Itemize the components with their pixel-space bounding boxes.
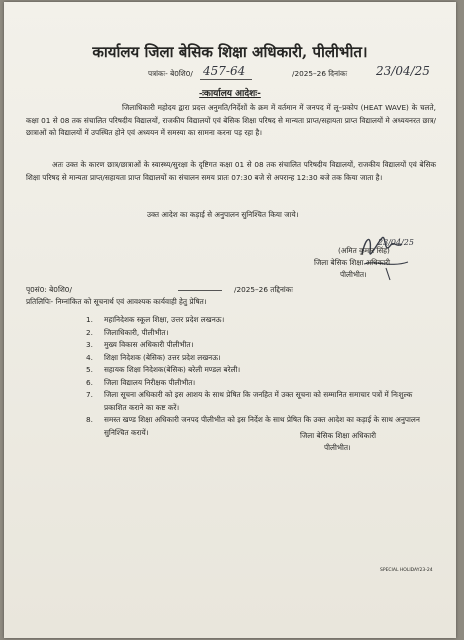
order-paragraph-1: जिलाधिकारी महोदय द्वारा प्रदत्त अनुमति/निर्देशों के क्रम में वर्तमान में जनपद में लू–प्रकोप (HEAT WAVE) के चलते, कक्षा 01 से 08 तक संचालित परिषदीय विद्यालयों, राजकीय विद्यालयों एवं बेसिक शिक्षा परिषद से मान्यता प्राप्त/सहायता प्राप्त विद्यालयों मे अध्ययनरत छात्र/छात्राओं को विद्यालयों में उपस्थित होने एवं अध्ययन में समस्या का सामना करना पड़ रहा है। — [26, 103, 436, 137]
list-item: 1. महानिदेशक स्कूल शिक्षा, उत्तर प्रदेश लखनऊ। — [86, 315, 225, 324]
list-item: 6. जिला विद्यालय निरीक्षक पीलीभीत। — [86, 377, 196, 387]
office-title: कार्यालय जिला बेसिक शिक्षा अधिकारी, पीलीभीत। — [92, 43, 368, 61]
letter-number-underline — [200, 79, 252, 80]
signatory-designation: जिला बेसिक शिक्षा अधिकारी — [314, 258, 390, 267]
signatory-place-2: पीलीभीत। — [324, 443, 351, 452]
list-item: 2. जिलाधिकारी, पीलीभीत। — [86, 327, 169, 337]
order-paragraph-3: उक्त आदेश का कड़ाई से अनुपालन सुनिश्चित किया जाये। — [147, 210, 299, 219]
order-heading: -ःकार्यालय आदेशः- — [199, 89, 261, 99]
date-handwritten: 23/04/25 — [376, 64, 430, 78]
list-item: 8. समस्त खण्ड शिक्षा अधिकारी जनपद पीलीभीत को इस निर्देश के साथ प्रेषित कि उक्त आदेश का कड़ाई के साथ अनुपालन सुनिश्चित करायें। — [86, 415, 420, 437]
copy-session-date-label: /2025–26 तद्दिनांकः — [234, 285, 293, 294]
signatory-name: (अमित कुमार सिंह) — [338, 246, 390, 255]
distribution-list — [86, 314, 436, 439]
footer-code: SPECIAL HOLIDAY23-24 — [380, 568, 433, 573]
letter-number-label: पत्रांकः- बे0शि0/ — [148, 69, 193, 78]
list-item: 7. जिला सूचना अधिकारी को इस आशय के साथ प्रेषित कि जनहित में उक्त सूचना को सम्मानित समाचार पत्रों में निःशुल्क प्रकाशित कराने का कष्ट करें। — [86, 390, 413, 412]
copy-intro: प्रतिलिपिः- निम्नांकित को सूचनार्थ एवं आवश्यक कार्यवाही हेतु प्रेषित। — [26, 297, 207, 306]
letter-number-handwritten: 457-64 — [203, 64, 246, 78]
signatory-designation-2: जिला बेसिक शिक्षा अधिकारी — [300, 431, 376, 440]
copy-reference-blank — [178, 290, 222, 291]
order-paragraph-2: अतः उक्त के कारण छात्र/छात्राओं के स्वास्थ्य/सुरक्षा के दृष्टिगत कक्षा 01 से 08 तक संचालित परिषदीय विद्यालयों, राजकीय विद्यालयों एवं बेसिक शिक्षा परिषद से मान्यता प्राप्त/सहायता प्राप्त विद्यालयों का संचालन समय प्रातः 07:30 बजे से अपरान्ह 12:30 बजे तक किया जाता है। — [26, 160, 436, 182]
letter-session-date-label: /2025–26 दिनांकः — [292, 69, 348, 78]
list-item: 3. मुख्य विकास अधिकारी पीलीभीत। — [86, 340, 194, 349]
list-item: 5. सहायक शिक्षा निदेशक(बेसिक) बरेली मण्डल बरेली। — [86, 365, 241, 374]
signatory-place: पीलीभीत। — [340, 270, 367, 279]
list-item: 4. शिक्षा निदेशक (बेसिक) उत्तर प्रदेश लखनऊ। — [86, 352, 221, 362]
copy-reference-label: पृ0सं0: बे0शि0/ — [26, 285, 72, 294]
signature-handwritten-date: 23/04/25 — [378, 238, 414, 247]
document-page — [4, 2, 456, 638]
